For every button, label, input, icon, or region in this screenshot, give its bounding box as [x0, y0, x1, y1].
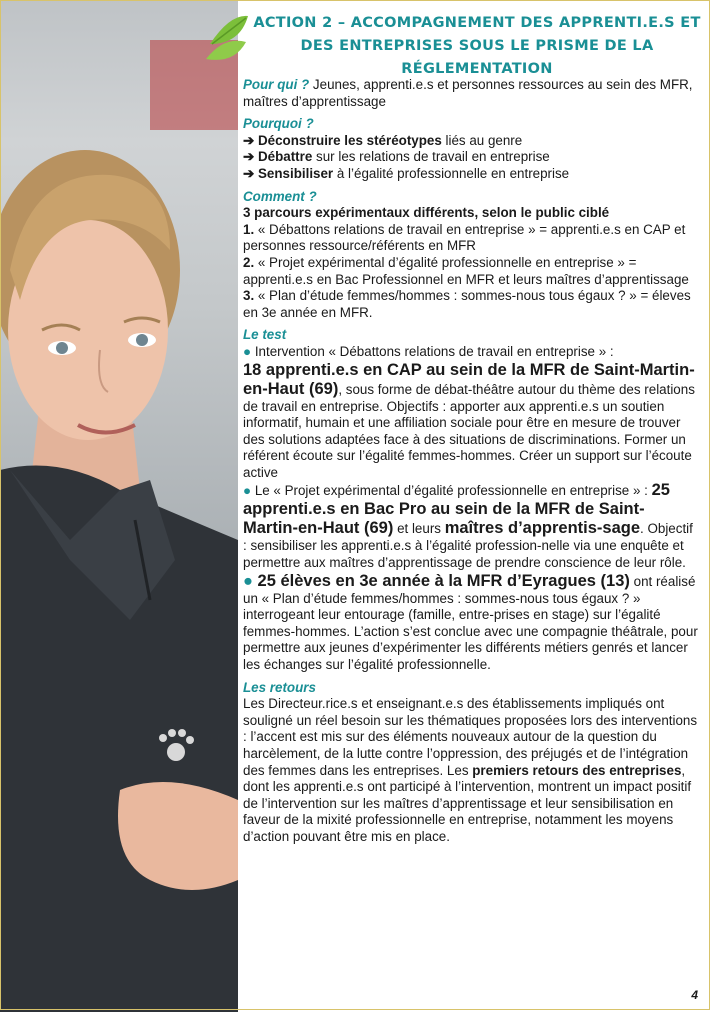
arrow-icon: ➔ — [243, 132, 255, 148]
page-number: 4 — [691, 988, 698, 1002]
pourquoi-item-text: liés au genre — [441, 132, 523, 148]
test-paragraph-1 — [243, 344, 698, 482]
pourquoi-item — [243, 149, 698, 166]
leaf-icon — [200, 4, 250, 64]
comment-item-text: « Projet expérimental d’égalité professionnelle en entreprise » = apprenti.e.s en Bac Professionnel en MFR et leurs maîtres d’apprentissage — [243, 254, 689, 287]
comment-item-num: 2. — [243, 254, 255, 270]
test-paragraph-3 — [243, 572, 698, 674]
comment-section — [243, 189, 698, 322]
pourquoi-item-text: à l’égalité professionnelle en entreprise — [333, 165, 570, 181]
comment-item-num: 1. — [243, 221, 255, 237]
test-paragraph-2 — [243, 481, 698, 571]
pourquoi-item-bold: Sensibiliser — [257, 165, 334, 181]
bullet-dot-icon: ● — [243, 571, 253, 590]
pour-qui-section — [243, 77, 698, 110]
retours-text-1: Les Directeur.rice.s et enseignant.e.s des établissements impliqués ont souligné un réel besoin sur les thématiques proposées lors des interventions : l’accent est mis sur des éléments nouveaux autour de la question du harcèlement, de la lutte contre l’oppression, des préjugés et de l’intégration des femmes dans les entreprises. Les — [243, 696, 698, 778]
comment-intro: 3 parcours expérimentaux différents, selon le public ciblé — [243, 205, 610, 221]
pourquoi-item — [243, 133, 698, 150]
pourquoi-item-text: sur les relations de travail en entreprise — [312, 149, 550, 165]
retours-paragraph — [243, 696, 698, 845]
bullet-dot-icon: ● — [243, 483, 252, 499]
comment-item — [243, 222, 698, 255]
pourquoi-item-bold: Débattre — [257, 149, 313, 165]
test-p3-highlight: 25 élèves en 3e année à la MFR d’Eyragues (13) — [252, 571, 630, 590]
pourquoi-item-bold: Déconstruire les stéréotypes — [257, 132, 442, 148]
comment-item-text: « Débattons relations de travail en entreprise » = apprenti.e.s en CAP et personnes ressource/référents en MFR — [243, 221, 686, 254]
retours-bold: premiers retours des entreprises — [472, 762, 682, 778]
portrait-illustration — [0, 0, 238, 1012]
comment-item — [243, 255, 698, 288]
pourquoi-section — [243, 116, 698, 182]
pourquoi-item — [243, 166, 698, 183]
retours-text-2: , dont les apprenti.e.s ont participé à l’intervention, montrent un impact positif de l’intervention sur les maîtres d’apprentissage et leur sensibilisation en faveur de la mixité professionnelle en entreprise, notamment les moyens d’action pouvant être mis en place. — [243, 762, 692, 844]
comment-item-num: 3. — [243, 288, 255, 304]
pour-qui-label: Pour qui ? — [243, 77, 310, 92]
comment-label: Comment ? — [243, 188, 317, 204]
le-test-section — [243, 327, 698, 673]
les-retours-label: Les retours — [243, 679, 316, 695]
arrow-icon: ➔ — [243, 165, 255, 181]
main-content — [243, 77, 698, 846]
test-p1-highlight: 18 apprenti.e.s en CAP au sein de la MFR de Saint-Martin-en-Haut (69) — [243, 360, 695, 398]
pourquoi-label: Pourquoi ? — [243, 116, 314, 132]
arrow-icon: ➔ — [243, 149, 255, 165]
le-test-label: Le test — [243, 327, 287, 343]
title-line-2: DES ENTREPRISES SOUS LE PRISME DE LA RÉGLEMENTATION — [300, 38, 654, 77]
comment-item — [243, 288, 698, 321]
les-retours-section — [243, 680, 698, 846]
test-p1-text: , sous forme de débat-théâtre autour du thème des relations de travail en entreprise. Objectifs : apporter aux apprenti.e.s un soutien informatif, humain et une affiliation sociale pour être en mesure de trouver des solutions adaptées face à des situations de discriminations. Former un référent écoute sur l’égalité femmes-hommes. Créer un support sur l’écoute active — [243, 381, 695, 480]
test-p2-highlight-2: maîtres d’apprentis-sage — [444, 519, 641, 538]
test-p2-highlight: 25 apprenti.e.s en Bac Pro au sein de la MFR de Saint-Martin-en-Haut (69) — [243, 481, 670, 538]
test-p3-text: ont réalisé un « Plan d’étude femmes/hommes : sommes-nous tous égaux ? » interrogeant leur entourage (famille, entre-prises en stage) sur l’égalité femmes-hommes. L’action s’est conclue avec une compagnie théâtrale, pour permettre aux jeunes d’expérimenter les différents métiers genrés et lancer les échanges sur l’égalité professionnelle. — [243, 573, 698, 673]
bullet-dot-icon: ● — [243, 343, 252, 359]
comment-item-text: « Plan d’étude femmes/hommes : sommes-nous tous égaux ? » = éleves en 3e année en MFR. — [243, 288, 691, 320]
test-p2-intro: Le « Projet expérimental d’égalité professionnelle en entreprise » : — [251, 483, 652, 499]
portrait-photo — [0, 0, 238, 1012]
page-title — [248, 12, 706, 81]
test-p1-intro: Intervention « Débattons relations de travail en entreprise » : — [251, 343, 614, 359]
test-p2-text: . Objectif : sensibiliser les apprenti.e.s à l’égalité profession-nelle via une enquête et permettre aux maîtres d’apprentissage de prendre conscience de leur rôle. — [243, 521, 693, 571]
title-line-1: ACTION 2 – ACCOMPAGNEMENT DES APPRENTI.E.S ET — [253, 15, 701, 31]
test-p2-mid: et leurs — [393, 521, 445, 537]
pour-qui-text: Jeunes, apprenti.e.s et personnes ressources au sein des MFR, maîtres d’apprentissage — [243, 77, 693, 109]
